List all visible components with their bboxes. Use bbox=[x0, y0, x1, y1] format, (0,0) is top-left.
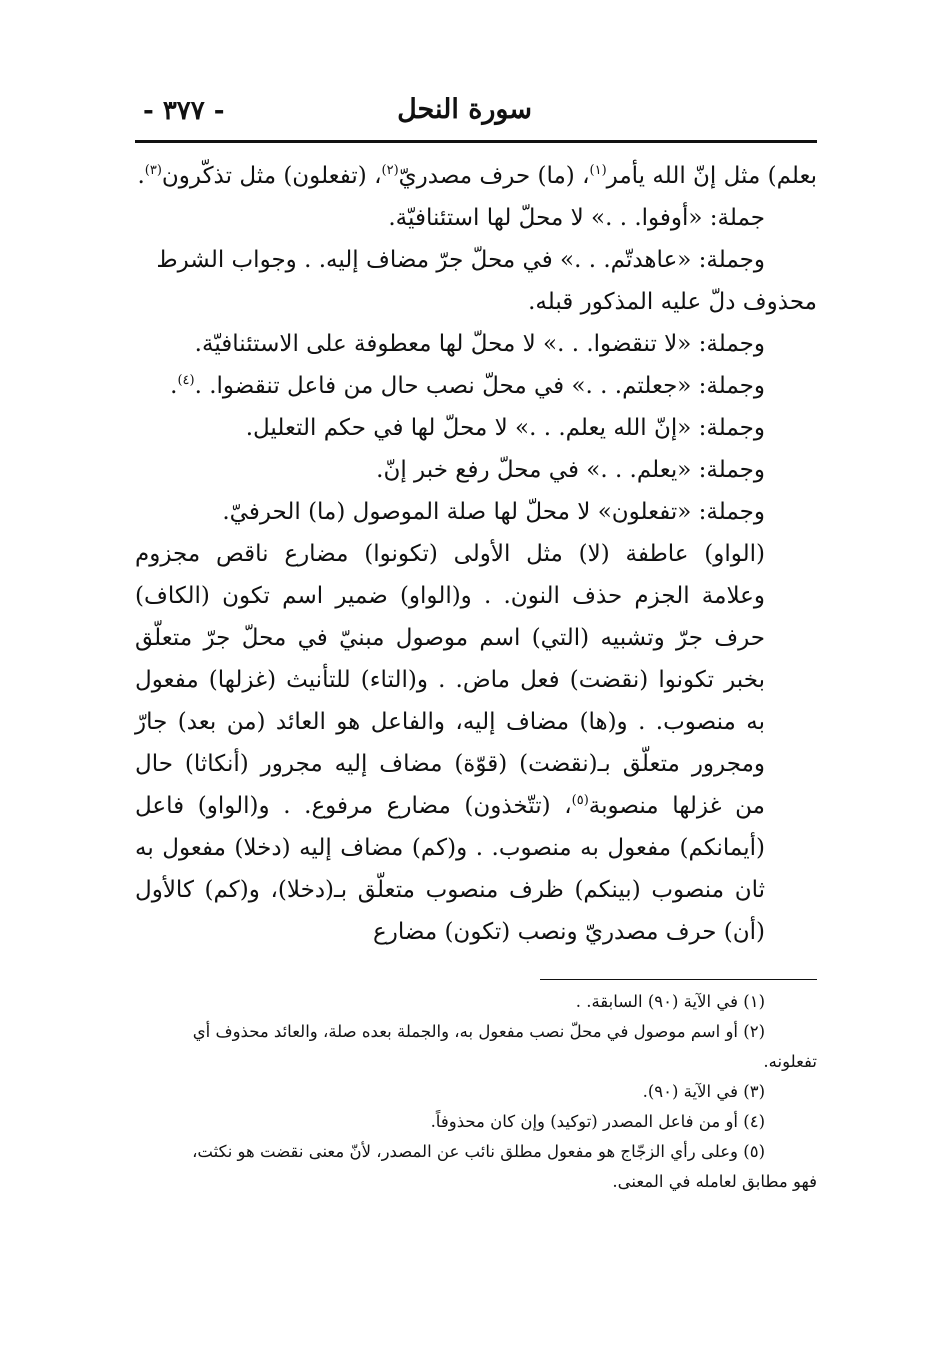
footnote-1: (١) في الآية (٩٠) السابقة. . bbox=[575, 992, 765, 1011]
paragraph-ahadtum: وجملة: «عاهدتّم. . .» في محلّ جرّ مضاف إليه. . وجواب الشرط bbox=[156, 247, 765, 273]
page-number: - ٣٧٧ - bbox=[143, 96, 225, 126]
footnote-ref-3: (٣) bbox=[144, 163, 162, 178]
paragraph-continuation: بعلم) مثل إنّ الله يأمر$^{(١)}$، (ما) حرف مصدريّ$^{(٢)}$، (تفعلون) مثل تذكّرون$^{(٣)}$. bbox=[137, 163, 817, 189]
footnote-ref-4: (٤) bbox=[177, 373, 195, 388]
paragraph-tafalun: وجملة: «تفعلون» لا محلّ لها صلة الموصول (ما) الحرفيّ. bbox=[222, 499, 765, 525]
surah-title: سورة النحل bbox=[397, 94, 532, 125]
footnote-4: (٤) أو من فاعل المصدر (توكيد) وإن كان محذوفاً. bbox=[430, 1112, 765, 1131]
paragraph-awfu: جملة: «أوفوا. . .» لا محلّ لها استئنافيّة. bbox=[388, 205, 765, 231]
footnote-ref-1: (١) bbox=[589, 163, 607, 178]
page-header bbox=[135, 94, 817, 140]
footnote-ref-2: (٢) bbox=[381, 163, 399, 178]
footnote-5: (٥) وعلى رأي الزجّاج هو مفعول مطلق نائب عن المصدر، لأنّ معنى نقضت هو نكثت، bbox=[192, 1142, 765, 1161]
paragraph-yalamu: وجملة: «يعلم. . .» في محلّ رفع خبر إنّ. bbox=[376, 457, 765, 483]
footnote-3: (٣) في الآية (٩٠). bbox=[642, 1082, 765, 1101]
paragraph-jaaltum: وجملة: «جعلتم. . .» في محلّ نصب حال من فاعل تنقضوا. .$^{(٤)}$. bbox=[170, 373, 765, 399]
main-text bbox=[135, 155, 817, 953]
footnote-ref-5: (٥) bbox=[571, 793, 589, 808]
footnote-rule bbox=[540, 979, 817, 980]
footnote-2-cont: تفعلونه. bbox=[763, 1052, 817, 1071]
paragraph-tanqudu: وجملة: «لا تنقضوا. . .» لا محلّ لها معطوفة على الاستئنافيّة. bbox=[194, 331, 765, 357]
header-rule bbox=[135, 140, 817, 143]
footnotes bbox=[135, 987, 817, 1197]
footnote-2: (٢) أو اسم موصول في محلّ نصب مفعول به، والجملة بعده صلة، والعائد محذوف أي bbox=[192, 1022, 765, 1041]
footnote-5-cont: فهو مطابق لعامله في المعنى. bbox=[612, 1172, 817, 1191]
paragraph-ahadtum-cont: محذوف دلّ عليه المذكور قبله. bbox=[528, 289, 817, 315]
paragraph-inna: وجملة: «إنّ الله يعلم. . .» لا محلّ لها في حكم التعليل. bbox=[245, 415, 765, 441]
paragraph-waw-analysis: (الواو) عاطفة (لا) مثل الأولى (تكونوا) مضارع ناقص مجزوم وعلامة الجزم حذف النون. . و(الواو) ضمير اسم تكون (الكاف) حرف جرّ وتشبيه (التي) اسم موصول مبنيّ في محلّ جرّ متعلّق بخبر تكونوا (نقضت) فعل ماض. . و(التاء) للتأنيث (غزلها) مفعول به منصوب. . و(ها) مضاف إليه، والفاعل هو العائد (من بعد) جارّ ومجرور متعلّق بـ(نقضت) (قوّة) مضاف إليه مجرور (أنكاثا) حال من غزلها منصوبة$^{(٥)}$، (تتّخذون) مضارع مرفوع. . و(الواو) فاعل (أيمانكم) مفعول به منصوب. . و(كم) مضاف إليه (دخلا) مفعول به ثان منصوب (بينكم) ظرف منصوب متعلّق بـ(دخلا)، و(كم) كالأول (أن) حرف مصدريّ ونصب (تكون) مضارع bbox=[135, 541, 765, 945]
